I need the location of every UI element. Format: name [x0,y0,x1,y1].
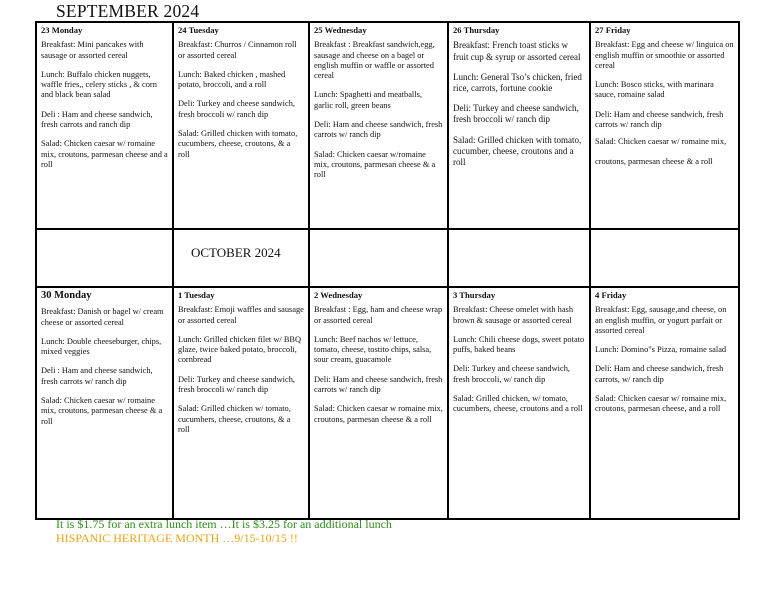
day-heading: 27 Friday [595,25,631,35]
menu-entry: Deli: Turkey and cheese sandwich, fresh broccoli w/ ranch dip [178,99,295,119]
menu-entry: Lunch: Double cheeseburger, chips, mixed veggies [41,336,162,357]
menu-entry: Salad: Chicken caesar w/ romaine mix, croutons, parmesan cheese & a roll [41,396,163,426]
day-cell [36,287,173,519]
menu-entry: Lunch: Bosco sticks, with marinara sauce, romaine salad [595,80,714,100]
month-divider-row [36,229,739,287]
menu-entry: Salad: Grilled chicken with tomato, cucumber, cheese, croutons and a roll [453,134,582,167]
week-row [36,22,739,229]
menu-entry: Breakfast : Egg, ham and cheese wrap or assorted cereal [314,305,443,325]
menu-entry: Breakfast: Danish or bagel w/ cream cheese or assorted cereal [41,307,164,327]
day-cell [173,22,309,229]
menu-entry: Deli: Turkey and cheese sandwich, fresh broccoli w/ ranch dip [178,374,295,395]
day-heading: 26 Thursday [453,25,500,35]
menu-entry: Salad: Chicken caesar w/ romaine mix, [595,137,727,147]
menu-entry: Deli: Ham and cheese sandwich, fresh carrots w/ ranch dip [595,109,724,130]
day-cell [590,22,739,229]
blank-cell [36,229,173,287]
day-heading: 30 Monday [41,290,92,301]
menu-entry: Breakfast: Mini pancakes with sausage or assorted cereal [41,40,144,60]
menu-entry: Lunch: Buffalo chicken nuggets, waffle fries,, celery sticks , & corn and black bean salad [41,69,157,100]
menu-entry: Salad: Chicken caesar w romaine mix, croutons, parmesan cheese & a roll [314,404,443,424]
menu-entry: Deli: Turkey and cheese sandwich, fresh broccoli w/ ranch dip [453,103,579,125]
day-heading: 23 Monday [41,25,83,35]
menu-entry: Breakfast: French toast sticks w fruit cup & syrup or assorted cereal [453,40,581,62]
menu-calendar [35,21,740,520]
menu-entry: Lunch: Chili cheese dogs, sweet potato puffs, baked beans [453,334,585,355]
day-cell [173,287,309,519]
blank-cell [448,229,590,287]
menu-entry: Breakfast: Egg and cheese w/ linguica on english muffin or smoothie or assorted cereal [595,40,734,70]
day-cell [448,287,590,519]
menu-entry: Breakfast: Egg, sausage,and cheese, on an english muffin, or yogurt parfait or assorted cereal [595,305,727,335]
menu-entry: Lunch: Spaghetti and meatballs, garlic roll, green beans [314,90,422,110]
price-note: It is $1.75 for an extra lunch item …It is $3.25 for an additional lunch [56,517,392,531]
menu-entry: Breakfast: Cheese omelet with hash brown & sausage or assorted cereal [453,305,574,325]
menu-entry: Salad: Chicken caesar w/romaine mix, croutons, parmesan cheese & a roll [314,149,436,180]
day-cell [309,22,448,229]
day-cell [309,287,448,519]
menu-entry: Lunch: Grilled chicken filet w/ BBQ glaze, twice baked potato, broccoli, cornbread [178,334,302,365]
menu-entry: Lunch: Domino"s Pizza, romaine salad [595,345,727,355]
day-heading: 1 Tuesday [178,290,215,300]
week-row [36,287,739,519]
menu-entry: Deli : Ham and cheese sandwich, fresh carrots and ranch dip [41,109,153,130]
menu-entry: Salad: Chicken caesar w/ romaine mix, croutons, parmesan cheese, and a roll [595,394,727,414]
menu-entry: croutons, parmesan cheese & a roll [595,156,713,166]
menu-entry: Deli: Ham and cheese sandwich, fresh carrots w/ ranch dip [314,374,443,395]
month-label-cell [173,229,309,287]
day-heading: 2 Wednesday [314,290,363,300]
page-title: SEPTEMBER 2024 [56,1,200,21]
menu-entry: Salad: Chicken caesar w/ romaine mix, croutons, parmesan cheese and a roll [41,139,168,169]
menu-entry: Salad: Grilled chicken, w/ tomato, cucumbers, cheese, croutons and a roll [453,394,583,414]
menu-entry: Deli: Ham and cheese sandwich, fresh carrots w/ ranch dip [314,120,443,140]
menu-entry: Breakfast: Emoji waffles and sausage or assorted cereal [178,305,304,325]
menu-entry: Lunch: Baked chicken , mashed potato, broccoli, and a roll [178,69,286,90]
menu-entry: Deli: Ham and cheese sandwich, fresh carrots, w/ ranch dip [595,364,724,384]
october-title: OCTOBER 2024 [191,245,281,260]
menu-entry: Lunch: General Tso’s chicken, fried rice, carrots, fortune cookie [453,71,582,93]
menu-entry: Deli: Turkey and cheese sandwich, fresh broccoli, w/ ranch dip [453,364,570,384]
day-cell [36,22,173,229]
day-heading: 25 Wednesday [314,25,367,35]
blank-cell [309,229,448,287]
menu-entry: Deli : Ham and cheese sandwich, fresh carrots w/ ranch dip [41,366,153,386]
menu-entry: Breakfast: Churros / Cinnamon roll or assorted cereal [178,40,297,60]
menu-entry: Breakfast : Breakfast sandwich,egg, sausage and cheese on a bagel or english muffin or waffle or assorted cereal [314,40,435,81]
day-cell [448,22,590,229]
day-heading: 3 Thursday [453,290,496,300]
day-heading: 24 Tuesday [178,25,219,35]
day-heading: 4 Friday [595,290,627,300]
heritage-note: HISPANIC HERITAGE MONTH …9/15-10/15 !! [56,531,298,545]
blank-cell [590,229,739,287]
day-cell [590,287,739,519]
menu-entry: Salad: Grilled chicken w/ tomato, cucumbers, cheese, croutons, & a roll [178,404,291,434]
menu-entry: Lunch: Beef nachos w/ lettuce, tomato, cheese, tostito chips, salsa, sour cream, guacamole [314,334,432,365]
menu-entry: Salad: Grilled chicken with tomato, cucumbers, cheese, croutons, & a roll [178,129,298,159]
